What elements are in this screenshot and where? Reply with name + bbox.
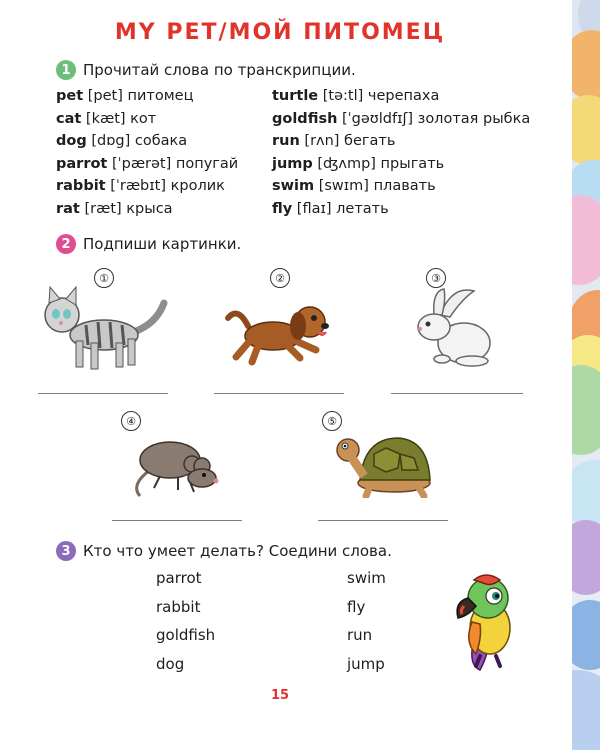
vocab-column-left [56, 85, 238, 221]
task-3-text: Кто что умеет делать? Соедини слова. [83, 542, 392, 560]
task-2-text: Подпиши картинки. [83, 235, 242, 253]
task-1-text: Прочитай слова по транскрипции. [83, 61, 356, 79]
task-3-instruction [56, 541, 392, 561]
picture-3-marker: ③ [426, 268, 446, 288]
cat-icon [36, 285, 176, 375]
vocab-row: turtle [tə:tl] черепаха [272, 88, 440, 104]
vocab-row: pet [pet] питомец [56, 88, 194, 104]
task-3-number: 3 [56, 541, 76, 561]
match-word-left[interactable]: goldfish [156, 626, 216, 644]
match-word-left[interactable]: dog [156, 654, 185, 673]
vocab-row: rat [ræt] крыса [56, 200, 173, 217]
picture-4-marker: ④ [121, 411, 141, 431]
page-number: 15 [270, 688, 290, 703]
answer-line-1[interactable] [38, 393, 168, 394]
answer-line-4[interactable] [112, 520, 242, 521]
vocab-row: run [rʌn] бегать [272, 133, 396, 150]
vocab-row: jump [ʤʌmp] прыгать [272, 155, 445, 172]
match-word-left[interactable]: rabbit [156, 597, 201, 616]
task-2-instruction [56, 234, 241, 254]
task-1-number: 1 [56, 60, 76, 80]
vocab-row: swim [swɪm] плавать [272, 178, 436, 195]
match-word-right[interactable]: jump [347, 654, 385, 673]
vocab-row: cat [kæt] кот [56, 110, 157, 127]
page-title: MY PET/МОЙ ПИТОМЕЦ [114, 20, 446, 45]
dog-icon [218, 298, 338, 368]
vocab-column-right [272, 85, 530, 221]
vocab-row: rabbit [ˈræbɪt] кролик [56, 178, 225, 195]
answer-line-2[interactable] [214, 393, 344, 394]
task-1-instruction [56, 60, 356, 80]
answer-line-5[interactable] [318, 520, 448, 521]
vocab-row: parrot [ˈpærət] попугай [56, 155, 239, 172]
rat-icon [130, 430, 225, 500]
vocab-row: dog [dɒg] собака [56, 133, 188, 150]
decorative-balloon-strip [572, 0, 600, 750]
turtle-icon [334, 428, 434, 498]
task-2-number: 2 [56, 234, 76, 254]
match-word-right[interactable]: run [347, 626, 373, 644]
match-word-right[interactable]: swim [347, 569, 386, 587]
match-word-left[interactable]: parrot [156, 569, 202, 587]
vocab-row: fly [flaɪ] летать [272, 200, 389, 217]
picture-5-marker: ⑤ [322, 411, 342, 431]
picture-2-marker: ② [270, 268, 290, 288]
match-column-left [156, 564, 215, 678]
picture-1-marker: ① [94, 268, 114, 288]
match-word-right[interactable]: fly [347, 597, 366, 616]
parrot-icon [446, 572, 526, 672]
answer-line-3[interactable] [391, 393, 523, 394]
vocab-row: goldfish [ˈgəʊldfɪʃ] золотая рыбка [272, 110, 531, 127]
rabbit-icon [412, 285, 502, 370]
match-column-right [347, 564, 386, 678]
